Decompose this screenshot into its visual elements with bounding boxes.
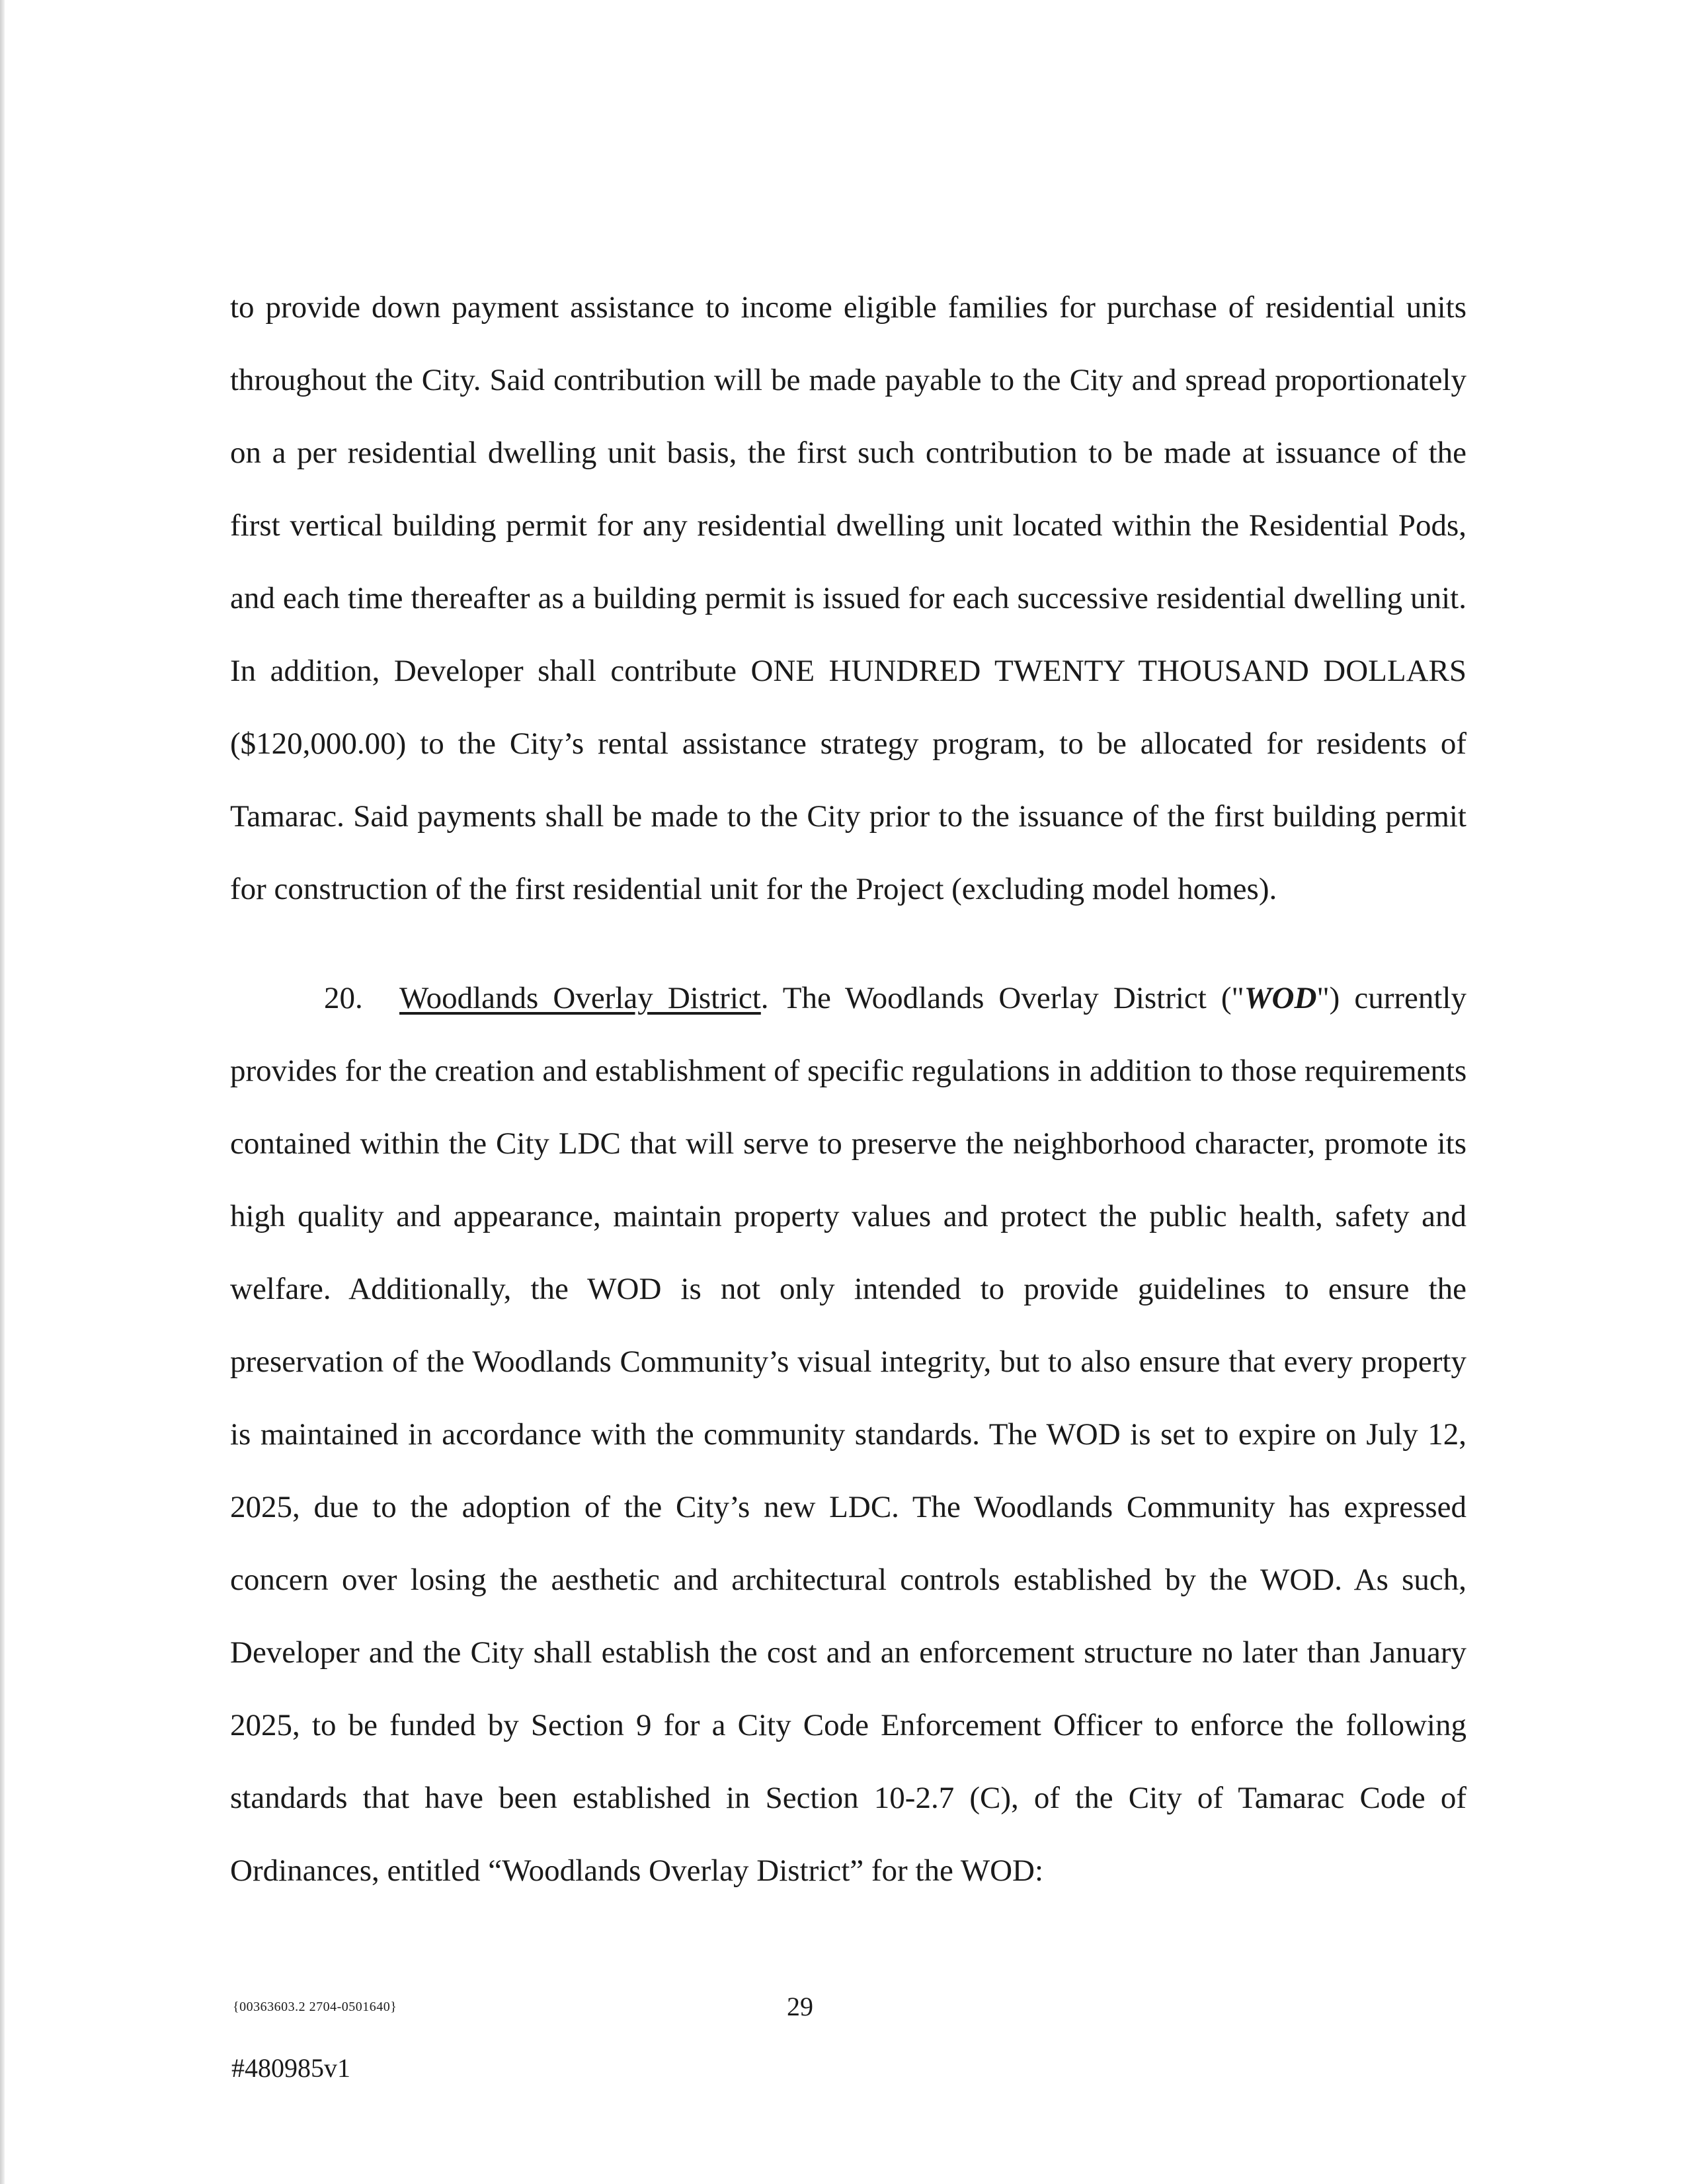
text-line: standards that have been established in Section 10-2.7 (C), of the City of Tamarac Code of <box>230 1781 1466 1815</box>
section-20-first-line <box>230 962 1466 1034</box>
text-line: Developer and the City shall establish the cost and an enforcement structure no later than January <box>230 1635 1466 1670</box>
text-line: throughout the City. Said contribution will be made payable to the City and spread proportionately <box>230 363 1466 397</box>
document-id: {00363603.2 2704-0501640} <box>233 2000 397 2014</box>
text-line: contained within the City LDC that will serve to preserve the neighborhood character, promote its <box>230 1126 1466 1161</box>
text-line: for construction of the first residential unit for the Project (excluding model homes). <box>230 872 1277 906</box>
text-line: 2025, due to the adoption of the City’s new LDC. The Woodlands Community has expressed <box>230 1490 1466 1524</box>
section-number: 20. <box>324 981 363 1015</box>
text-line: to provide down payment assistance to income eligible families for purchase of residential units <box>230 290 1466 325</box>
text-line: provides for the creation and establishment of specific regulations in addition to those requirements <box>230 1054 1467 1088</box>
text-line: on a per residential dwelling unit basis, the first such contribution to be made at issuance of the <box>230 436 1466 470</box>
text-line: Tamarac. Said payments shall be made to the City prior to the issuance of the first building permit <box>230 799 1466 834</box>
text-line: welfare. Additionally, the WOD is not only intended to provide guidelines to ensure the <box>230 1272 1466 1306</box>
text-line: high quality and appearance, maintain property values and protect the public health, safety and <box>230 1199 1466 1233</box>
text-line: Ordinances, entitled “Woodlands Overlay District” for the WOD: <box>230 1853 1044 1888</box>
page-number: 29 <box>787 1992 813 2021</box>
defined-term: WOD <box>1244 981 1317 1015</box>
document-reference: #480985v1 <box>231 2053 350 2083</box>
text-line: and each time thereafter as a building permit is issued for each successive residential dwelling unit. <box>230 581 1466 615</box>
text-fragment: ") currently <box>1316 981 1466 1015</box>
text-line: concern over losing the aesthetic and architectural controls established by the WOD. As such, <box>230 1563 1466 1597</box>
scan-edge <box>0 0 5 2184</box>
section-title: Woodlands Overlay District <box>399 981 761 1015</box>
text-line: 2025, to be funded by Section 9 for a City Code Enforcement Officer to enforce the following <box>230 1708 1466 1742</box>
text-line: is maintained in accordance with the community standards. The WOD is set to expire on July 12, <box>230 1417 1466 1452</box>
section-20-paragraph <box>230 962 1466 1907</box>
text-line: first vertical building permit for any residential dwelling unit located within the Residential Pods, <box>230 508 1466 543</box>
text-line: ($120,000.00) to the City’s rental assistance strategy program, to be allocated for residents of <box>230 726 1466 761</box>
text-fragment: . The Woodlands Overlay District (" <box>760 981 1244 1015</box>
text-line: preservation of the Woodlands Community’s visual integrity, but to also ensure that every property <box>230 1345 1466 1379</box>
paragraph-continued <box>230 271 1466 925</box>
text-line: In addition, Developer shall contribute ONE HUNDRED TWENTY THOUSAND DOLLARS <box>230 654 1466 688</box>
